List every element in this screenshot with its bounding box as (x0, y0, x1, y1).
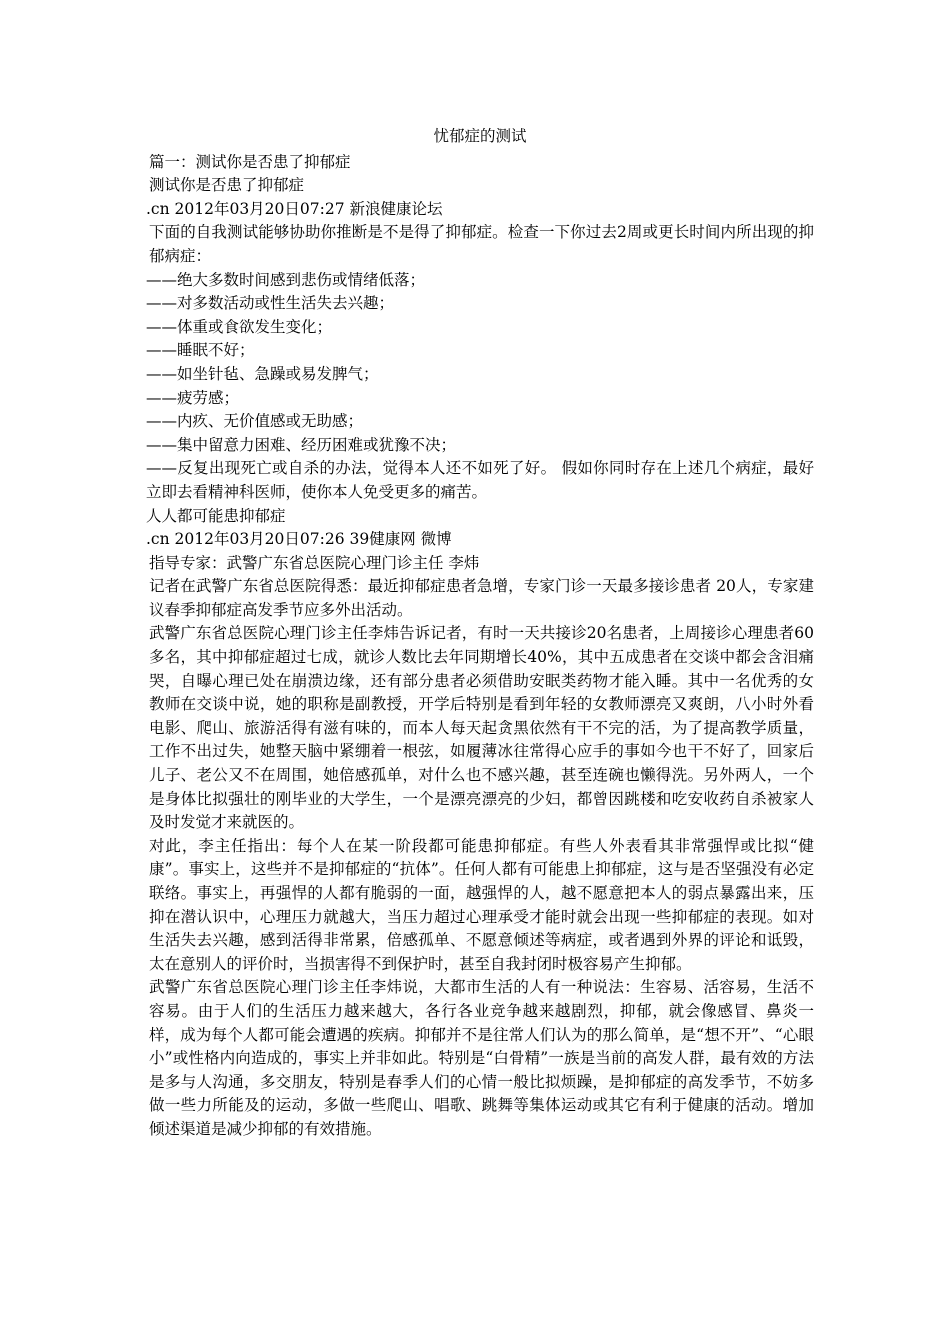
section1-source: .cn 2012年03月20日07:27 新浪健康论坛 (146, 199, 443, 218)
body-paragraph: 对此，李主任指出：每个人在某一阶段都可能患抑郁症。有些人外表看其非常强悍或比拟“健康”。事实上，这些并不是抑郁症的“抗体”。任何人都有可能患上抑郁症，这与是否坚强没有必定联络。事实上，再强悍的人都有脆弱的一面，越强悍的人，越不愿意把本人的弱点暴露出来，压抑在潜认识中，心理压力就越大，当压力超过心理承受才能时就会出现一些抑郁症的表现。如对生活失去兴趣，感到活得非常累，倍感孤单、不愿意倾述等病症，或者遇到外界的评论和诋毁，太在意别人的评价时，当损害得不到保护时，甚至自我封闭时极容易产生抑郁。 (149, 836, 814, 973)
body-paragraph: 记者在武警广东省总医院得悉：最近抑郁症患者急增，专家门诊一天最多接诊患者 20人，专家建议春季抑郁症高发季节应多外出活动。 (149, 577, 814, 619)
symptom-item: ——疲劳感； (146, 388, 240, 407)
section2-heading: 人人都可能患抑郁症 (146, 506, 286, 525)
document-title: 忧郁症的测试 (433, 127, 527, 145)
symptom-item-last: ——反复出现死亡或自杀的办法，觉得本人还不如死了好。 假如你同时存在上述几个病症，最好立即去看精神科医师，使你本人免受更多的痛苦。 (146, 459, 814, 501)
symptom-item: ——体重或食欲发生变化； (146, 317, 333, 336)
section1-heading: 篇一：测试你是否患了抑郁症 (149, 152, 351, 171)
symptom-item: ——内疚、无价值感或无助感； (146, 412, 364, 431)
symptom-item: ——绝大多数时间感到悲伤或情绪低落； (146, 270, 426, 289)
intro-paragraph: 下面的自我测试能够协助你推断是不是得了抑郁症。检查一下你过去2周或更长时间内所出现的抑郁病症： (149, 223, 814, 265)
symptom-item: ——睡眠不好； (146, 341, 255, 360)
section1-subheading: 测试你是否患了抑郁症 (149, 176, 305, 195)
expert-line: 指导专家：武警广东省总医院心理门诊主任 李炜 (149, 553, 480, 572)
symptom-item: ——如坐针毡、急躁或易发脾气； (146, 364, 379, 383)
symptom-item: ——集中留意力困难、经历困难或犹豫不决； (146, 435, 457, 454)
symptom-item: ——对多数活动或性生活失去兴趣； (146, 294, 395, 313)
section2-source: .cn 2012年03月20日07:26 39健康网 微博 (146, 530, 452, 549)
body-paragraph: 武警广东省总医院心理门诊主任李炜说，大都市生活的人有一种说法：生容易、活容易，生活不容易。由于人们的生活压力越来越大，各行各业竞争越来越剧烈，抑郁，就会像感冒、鼻炎一样，成为每个人都可能会遭遇的疾病。抑郁并不是往常人们认为的那么简单，是“想不开”、“心眼小”或性格内向造成的，事实上并非如此。特别是“白骨精”一族是当前的高发人群，最有效的方法是多与人沟通，多交朋友，特别是春季人们的心情一般比拟烦躁，是抑郁症的高发季节，不妨多做一些力所能及的运动，多做一些爬山、唱歌、跳舞等集体运动或其它有利于健康的活动。增加倾述渠道是减少抑郁的有效措施。 (149, 978, 814, 1138)
body-paragraph: 武警广东省总医院心理门诊主任李炜告诉记者，有时一天共接诊20名患者，上周接诊心理患者60多名，其中抑郁症超过七成，就诊人数比去年同期增长40%，其中五成患者在交谈中都会含泪痛哭，自曝心理已处在崩溃边缘，还有部分患者必须借助安眠类药物才能入睡。其中一名优秀的女教师在交谈中说，她的职称是副教授，开学后特别是看到年轻的女教师漂亮又爽朗，八小时外看电影、爬山、旅游活得有滋有味的，而本人每天起贪黑依然有干不完的活，为了提高教学质量，工作不出过失，她整天脑中紧绷着一根弦，如履薄冰往常得心应手的事如今也干不好了，回家后儿子、老公又不在周围，她倍感孤单，对什么也不感兴趣，甚至连碗也懒得洗。另外两人，一个是身体比拟强壮的刚毕业的大学生，一个是漂亮漂亮的少妇，都曾因跳楼和吃安收药自杀被家人及时发觉才来就医的。 (149, 624, 814, 832)
document-page (146, 125, 814, 1142)
